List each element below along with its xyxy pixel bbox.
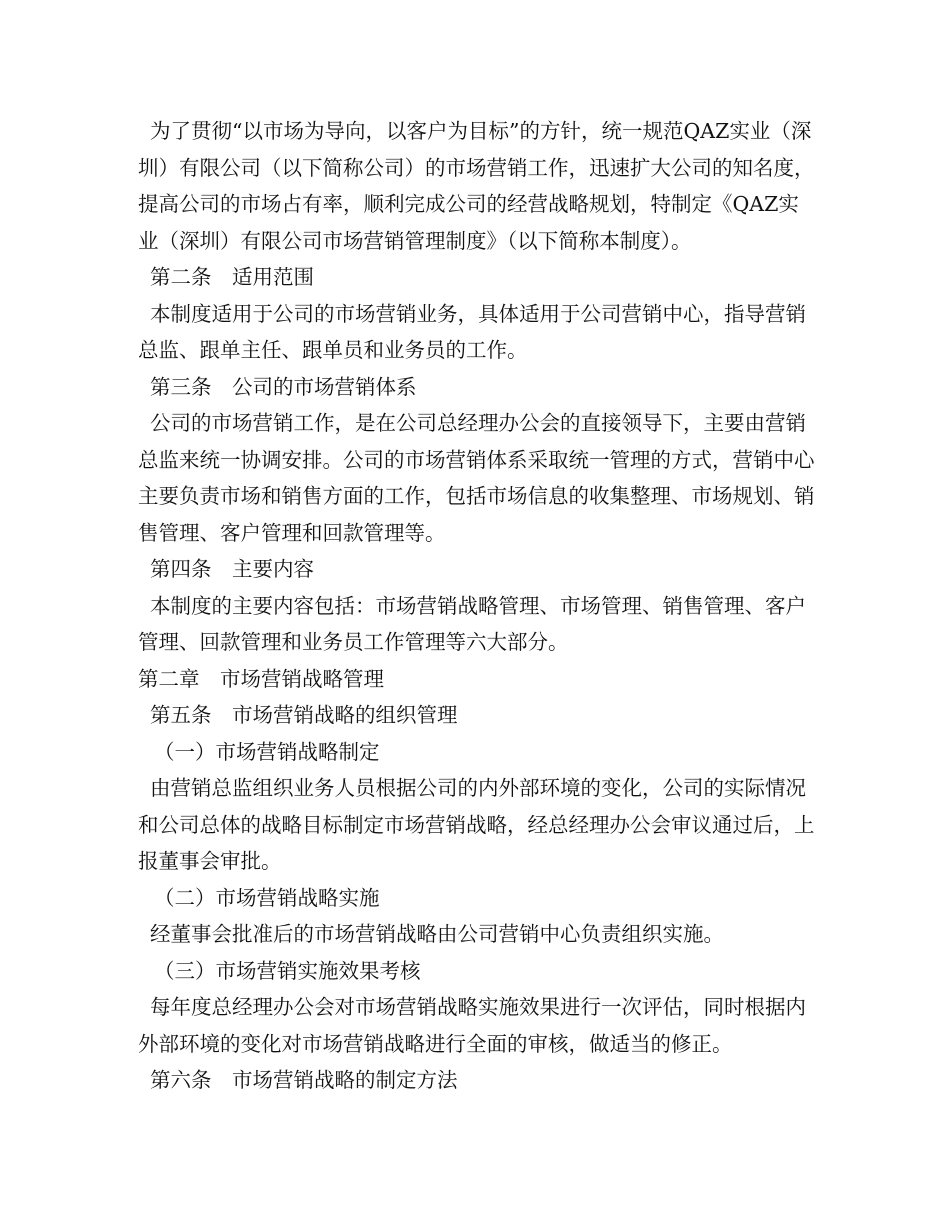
section-heading-3: （三）市场营销实施效果考核 xyxy=(154,958,421,983)
paragraph-strategy-formulation: 由营销总监组织业务人员根据公司的内外部环境的变化，公司的实际情况和公司总体的战略目标制定市场营销战略，经总经理办公会审议通过后，上报董事会审批。 xyxy=(138,776,815,873)
section-heading-2: （二）市场营销战略实施 xyxy=(154,885,380,910)
document-body xyxy=(138,113,818,1099)
paragraph-marketing-system: 公司的市场营销工作，是在公司总经理办公会的直接领导下，主要由营销总监来统一协调安排。公司的市场营销体系采取统一管理的方式，营销中心主要负责市场和销售方面的工作，包括市场信息的收集整理、市场规划、销售管理、客户管理和回款管理等。 xyxy=(138,411,815,545)
article-heading-5: 第五条 市场营销战略的组织管理 xyxy=(150,703,458,727)
paragraph-effect-evaluation: 每年度总经理办公会对市场营销战略实施效果进行一次评估，同时根据内外部环境的变化对市场营销战略进行全面的审核，做适当的修正。 xyxy=(138,995,806,1056)
paragraph-intro: 为了贯彻“以市场为导向，以客户为目标”的方针，统一规范QAZ实业（深圳）有限公司（以下简称公司）的市场营销工作，迅速扩大公司的知名度，提高公司的市场占有率，顺利完成公司的经营战略规划，特制定《QAZ实业（深圳）有限公司市场营销管理制度》（以下简称本制度）。 xyxy=(138,119,815,253)
article-heading-2: 第二条 适用范围 xyxy=(150,265,314,289)
paragraph-strategy-implementation: 经董事会批准后的市场营销战略由公司营销中心负责组织实施。 xyxy=(150,922,724,946)
chapter-heading-2: 第二章 市场营销战略管理 xyxy=(138,666,384,691)
paragraph-scope: 本制度适用于公司的市场营销业务，具体适用于公司营销中心，指导营销总监、跟单主任、跟单员和业务员的工作。 xyxy=(138,301,806,362)
article-heading-3: 第三条 公司的市场营销体系 xyxy=(150,374,417,399)
paragraph-main-content: 本制度的主要内容包括：市场营销战略管理、市场管理、销售管理、客户管理、回款管理和业务员工作管理等六大部分。 xyxy=(138,593,806,654)
article-heading-6: 第六条 市场营销战略的制定方法 xyxy=(150,1068,458,1092)
section-heading-1: （一）市场营销战略制定 xyxy=(154,739,380,764)
article-heading-4: 第四条 主要内容 xyxy=(150,557,314,581)
